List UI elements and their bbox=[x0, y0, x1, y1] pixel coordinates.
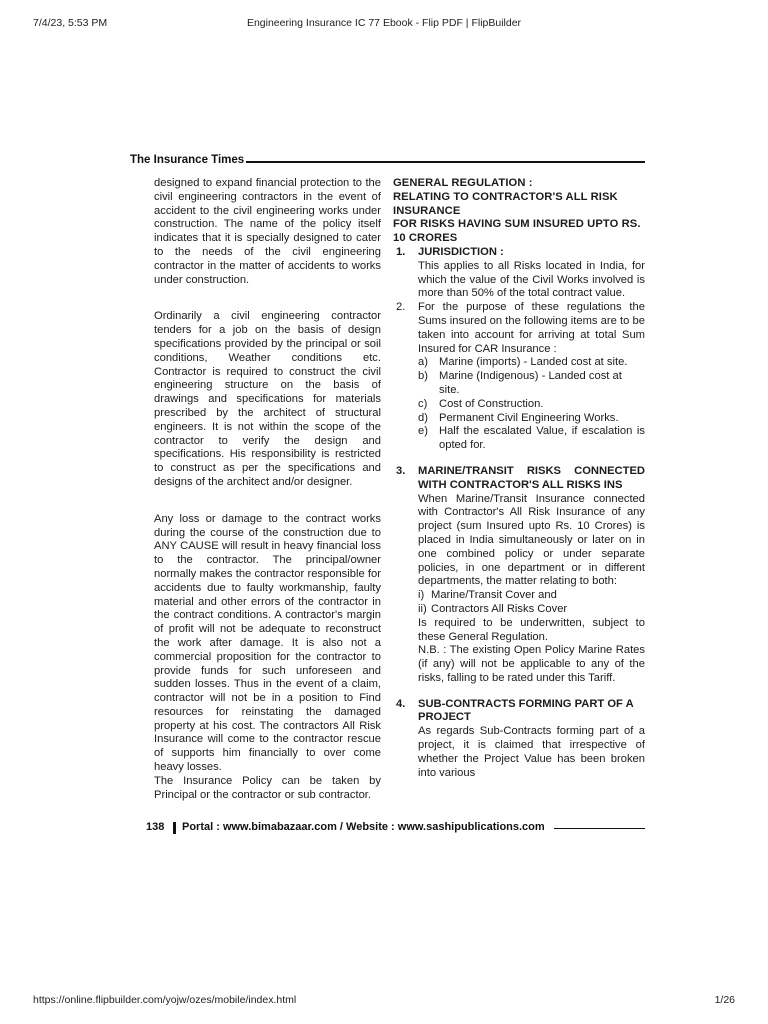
clause-3-title: 3. MARINE/TRANSIT RISKS CONNECTED WITH CONTRACTOR'S ALL RISKS INS bbox=[396, 464, 645, 491]
clause-3-after: Is required to be underwritten, subject to these General Regulation. bbox=[418, 616, 645, 643]
clause-3-text: When Marine/Transit Insurance connected with Contractor's All Risk Insurance of any project (sum Insured upto Rs. 10 Crores) is placed in India simultaneously or later on in one combined policy or under separate policies, in one department or in different departments, the matter relating to both: bbox=[418, 492, 645, 588]
clause-4-text: As regards Sub-Contracts forming part of a project, it is claimed that irrespective of whether the Project Value has been broken into various bbox=[418, 725, 645, 779]
clause-3-nb: N.B. : The existing Open Policy Marine Rates (if any) will not be applicable to any of the risks, falling to be rated under this Tariff. bbox=[418, 644, 645, 684]
left-paragraph-3: Any loss or damage to the contract works during the course of the construction due to ANY CAUSE will result in heavy financial loss to the contractor. The principal/owner normally makes the contractor responsible for accidents due to faulty workmanship, faulty material and other errors of the contractor in the contract conditions. A contractor's margin of profit will not be adequate to reconstruct the work after damage. It is also not a commercial proposition for the contractor to provide funds for such unforeseen and sudden losses. Thus in the event of a claim, contractor will not be in a position to Find resources for reinstating the damaged property at his cost. The contractors All Risk Insurance will come to the contractor rescue of supports him financially to over come heavy losses. bbox=[154, 512, 381, 774]
clause-3-item: ii) Contractors All Risks Cover bbox=[418, 602, 568, 615]
clause-4-title: 4. SUB-CONTRACTS FORMING PART OF A PROJECT bbox=[396, 697, 634, 724]
clause-2-item: c) Cost of Construction. bbox=[418, 397, 544, 410]
clause-1-text: This applies to all Risks located in India, for which the value of the Civil Works involved is more than 50% of the total contract value. bbox=[418, 259, 645, 300]
right-column bbox=[393, 177, 645, 780]
clause-2-item: a) Marine (imports) - Landed cost at site. bbox=[418, 356, 628, 369]
left-paragraph-4: The Insurance Policy can be taken by Principal or the contractor or sub contractor. bbox=[154, 774, 381, 801]
print-page-count: 1/26 bbox=[714, 994, 735, 1006]
clause-2-item: e) Half the escalated Value, if escalation is opted for. bbox=[418, 425, 645, 452]
footer-rule bbox=[554, 828, 645, 829]
clause-2-text: 2. For the purpose of these regulations the Sums insured on the following items are to be taken into account for arriving at total Sum Insured for CAR Insurance : bbox=[396, 301, 645, 355]
print-header bbox=[33, 17, 735, 31]
footer-portal-text: Portal : www.bimabazaar.com / Website : www.sashipublications.com bbox=[182, 821, 545, 833]
left-paragraph-1: designed to expand financial protection to the civil engineering contractors in the event of accident to the civil engineering works under construction. The name of the policy itself indicates that it is specially designed to cater to the needs of the civil engineering contractor in the matter of accidents to works under construction. bbox=[154, 177, 381, 286]
footer-divider-bar bbox=[173, 822, 176, 834]
journal-name: The Insurance Times bbox=[130, 154, 245, 166]
left-column bbox=[154, 177, 381, 802]
print-title: Engineering Insurance IC 77 Ebook - Flip PDF | FlipBuilder bbox=[246, 17, 522, 29]
clause-2-item: b) Marine (Indigenous) - Landed cost at site. bbox=[418, 370, 622, 396]
section-heading-general-regulation: GENERAL REGULATION : bbox=[393, 177, 533, 189]
print-date: 7/4/23, 5:53 PM bbox=[33, 17, 108, 29]
section-heading-sum-insured: FOR RISKS HAVING SUM INSURED UPTO RS. 10 CRORES bbox=[393, 218, 641, 245]
print-footer bbox=[33, 994, 735, 1008]
page-footer bbox=[146, 821, 645, 837]
page-number: 138 bbox=[146, 821, 165, 833]
journal-rule bbox=[246, 161, 645, 163]
print-url: https://online.flipbuilder.com/yojw/ozes/mobile/index.html bbox=[33, 994, 297, 1006]
clause-2-item: d) Permanent Civil Engineering Works. bbox=[418, 411, 619, 424]
left-paragraph-2: Ordinarily a civil engineering contractor tenders for a job on the basis of design specifications provided by the principal or soil conditions, Weather conditions etc. Contractor is required to construct the civil engineering structure on the basis of drawings and specifications for materials prescribed by the architect of structural engineers. It is not within the scope of the contractor to verify the design and specifications. His responsibility is restricted to construct as per the specifications and designs of the architect and/or designer. bbox=[154, 310, 381, 488]
clause-1-title: 1. JURISDICTION : bbox=[396, 245, 504, 258]
journal-header bbox=[130, 154, 645, 170]
section-heading-car-insurance: RELATING TO CONTRACTOR'S ALL RISK INSURANCE bbox=[393, 190, 618, 217]
clause-3-item: i) Marine/Transit Cover and bbox=[418, 589, 557, 602]
